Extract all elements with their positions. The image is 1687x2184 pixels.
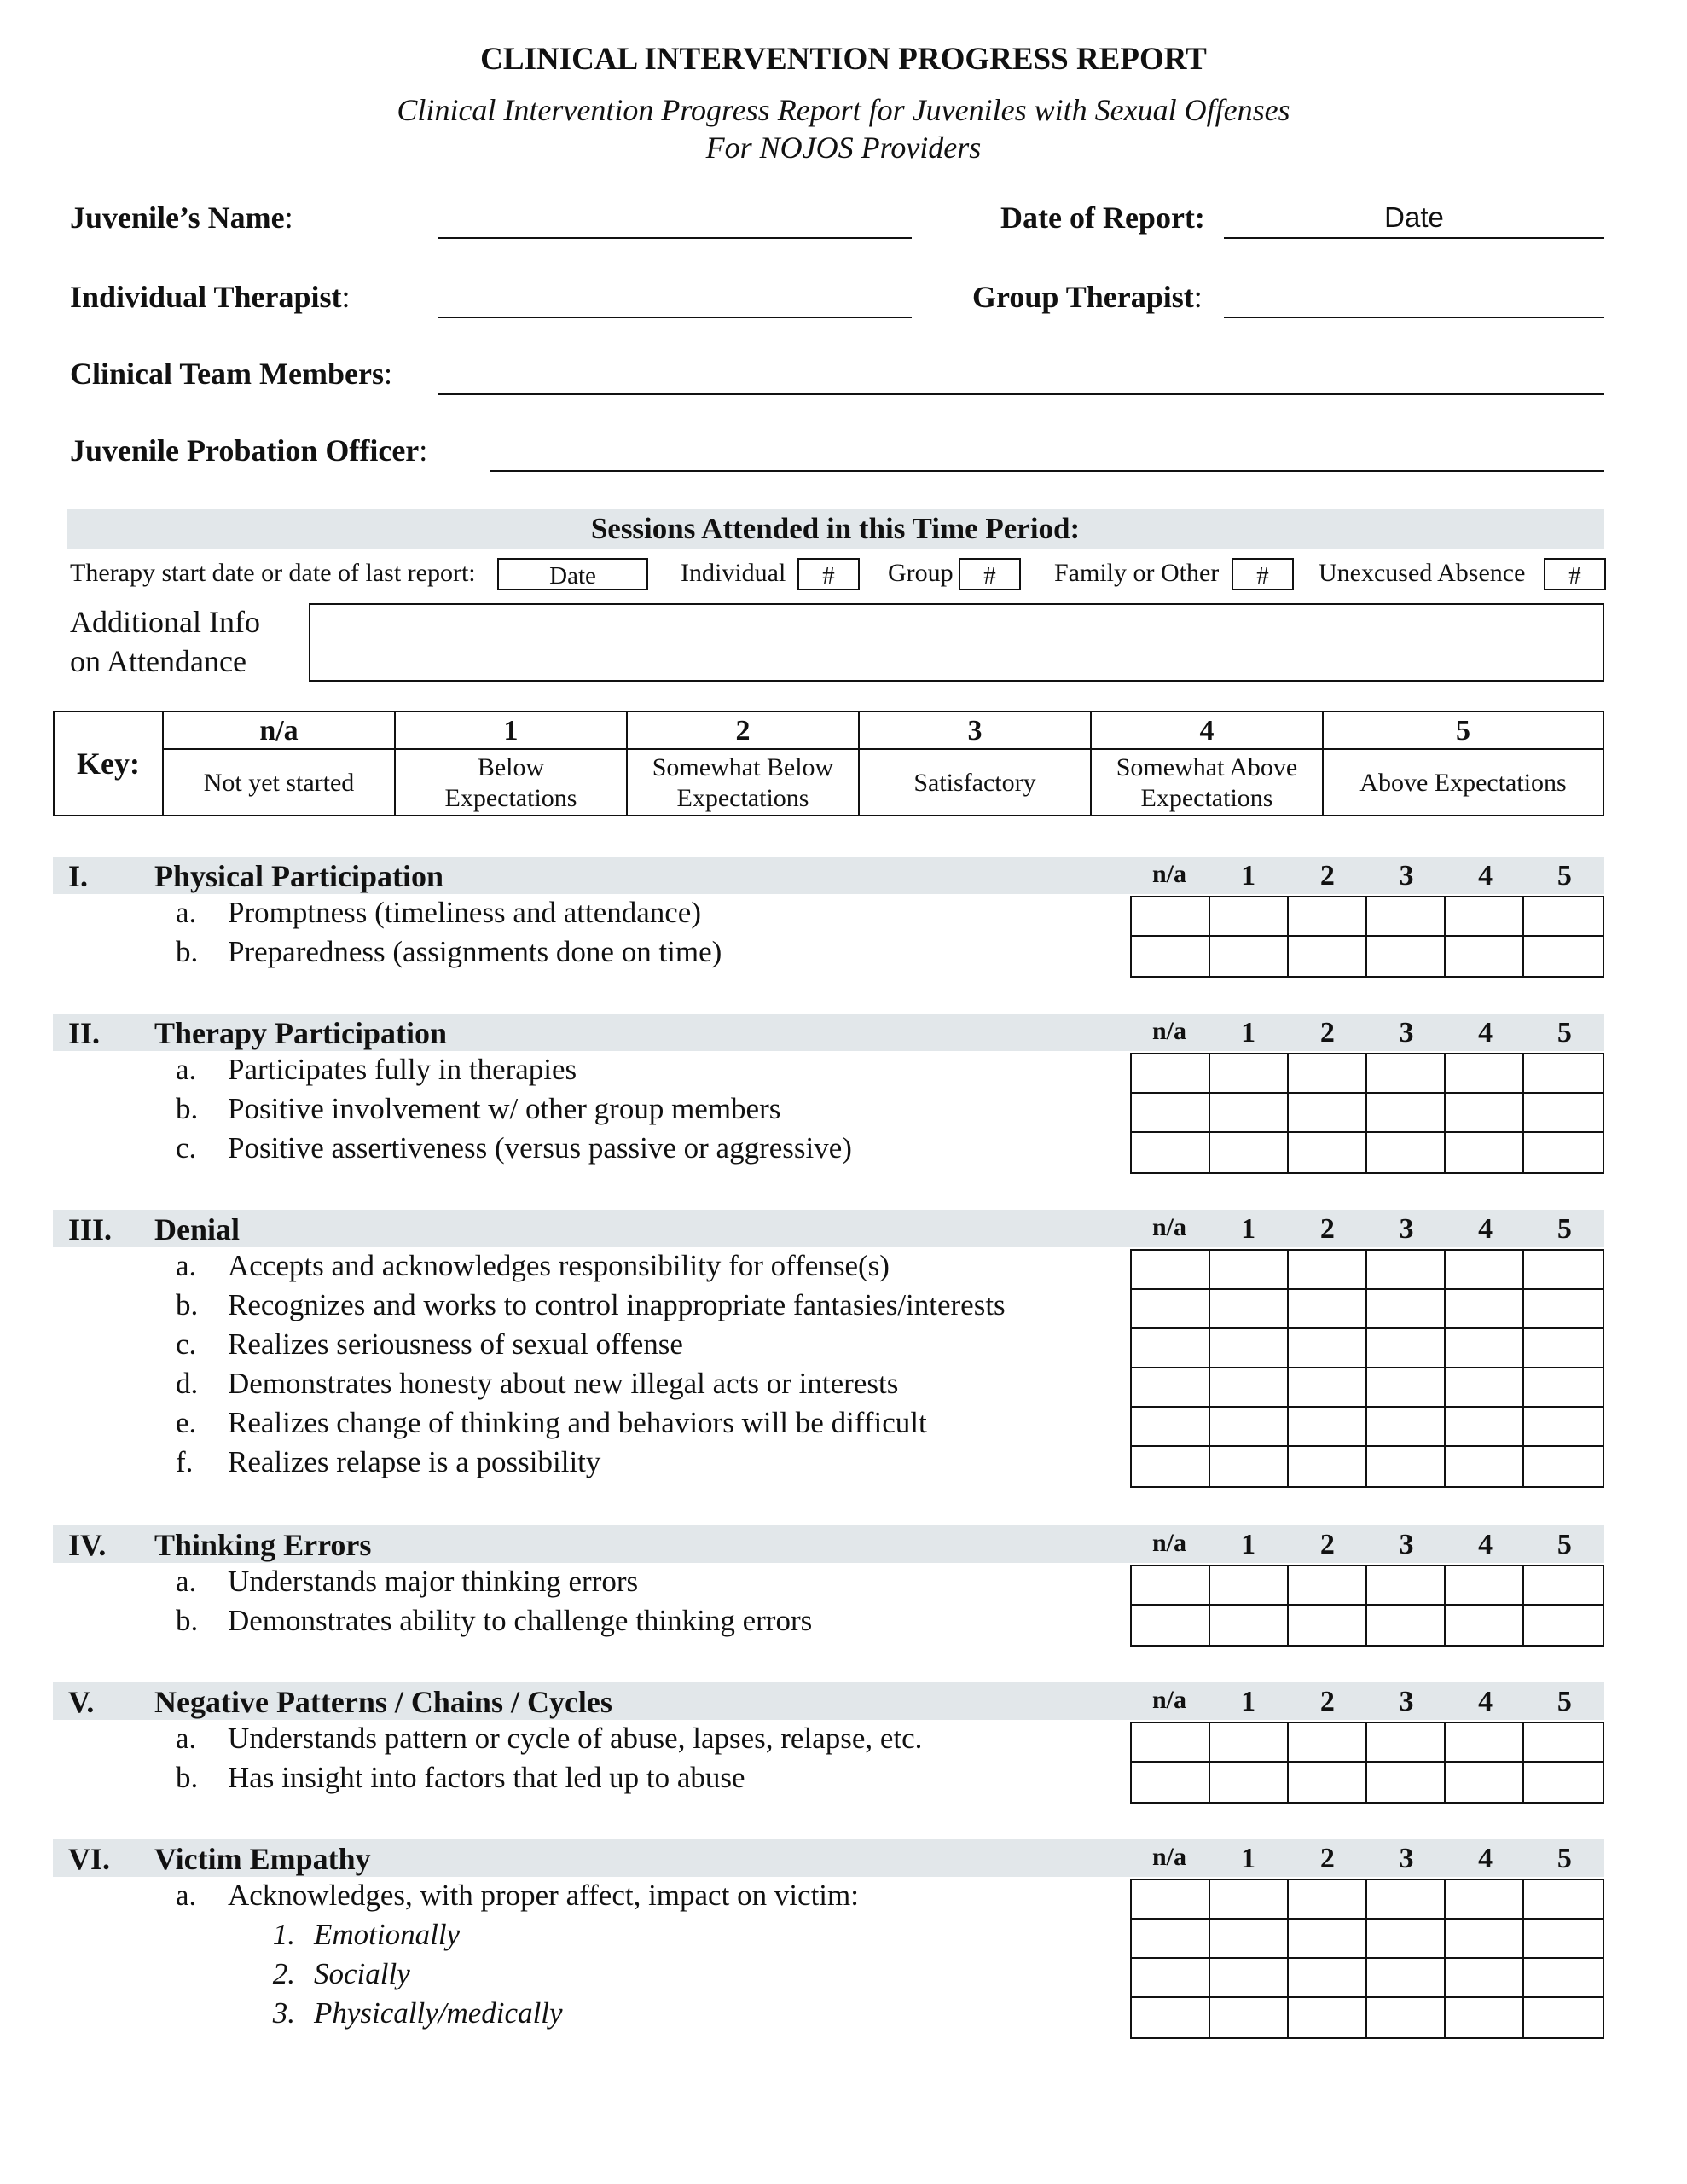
- scale-header: n/a: [1151, 860, 1187, 888]
- item-letter: b.: [176, 1604, 199, 1637]
- key-description-line: Expectations: [676, 784, 809, 812]
- scale-header: 4: [1478, 1843, 1493, 1874]
- rating-checkbox-cell[interactable]: [1446, 1998, 1524, 2037]
- rating-grid: [1130, 896, 1604, 978]
- scale-header: n/a: [1151, 1843, 1187, 1871]
- key-score-description: [162, 750, 394, 816]
- scale-header: 3: [1399, 860, 1414, 892]
- form-title: CLINICAL INTERVENTION PROGRESS REPORT: [480, 42, 1207, 77]
- item-letter: f.: [176, 1445, 194, 1478]
- individual-sessions-field[interactable]: #: [797, 558, 860, 590]
- rating-checkbox-cell[interactable]: [1289, 1998, 1367, 2037]
- item-label: Demonstrates honesty about new illegal acts or interests: [228, 1367, 899, 1400]
- juvenile-name-field[interactable]: [438, 237, 912, 239]
- date-of-report-label: Date of Report:: [1000, 200, 1205, 235]
- rating-checkbox-cell[interactable]: [1210, 1368, 1289, 1408]
- scale-header: 3: [1399, 1213, 1414, 1245]
- unexcused-absence-label: Unexcused Absence: [1319, 559, 1526, 587]
- item-letter: a.: [176, 1053, 197, 1086]
- scale-header: 1: [1241, 1017, 1256, 1048]
- scale-header: 4: [1478, 1017, 1493, 1048]
- rating-checkbox-cell[interactable]: [1524, 1920, 1603, 1959]
- rating-checkbox-cell[interactable]: [1132, 1880, 1210, 1920]
- rating-grid: [1130, 1722, 1604, 1804]
- rating-checkbox-cell[interactable]: [1210, 1606, 1289, 1645]
- scale-header: 1: [1241, 860, 1256, 892]
- rating-checkbox-cell[interactable]: [1446, 937, 1524, 976]
- rating-checkbox-cell[interactable]: [1132, 1998, 1210, 2037]
- item-label: Realizes change of thinking and behaviors will be difficult: [228, 1406, 927, 1439]
- section-title: Thinking Errors: [154, 1528, 372, 1562]
- rating-checkbox-cell[interactable]: [1367, 1368, 1446, 1408]
- key-description-line: Satisfactory: [913, 769, 1036, 797]
- item-letter: b.: [176, 1761, 199, 1794]
- rating-checkbox-cell[interactable]: [1524, 1251, 1603, 1290]
- rating-checkbox-cell[interactable]: [1367, 937, 1446, 976]
- key-label: Key:: [77, 746, 140, 781]
- rating-checkbox-cell[interactable]: [1524, 1094, 1603, 1133]
- scale-header: 4: [1478, 1213, 1493, 1245]
- rating-checkbox-cell[interactable]: [1210, 1290, 1289, 1329]
- item-label: Understands major thinking errors: [228, 1565, 639, 1598]
- rating-checkbox-cell[interactable]: [1132, 1329, 1210, 1368]
- rating-checkbox-cell[interactable]: [1446, 1329, 1524, 1368]
- rating-checkbox-cell[interactable]: [1367, 1133, 1446, 1172]
- rating-checkbox-cell[interactable]: [1210, 1094, 1289, 1133]
- rating-checkbox-cell[interactable]: [1289, 1251, 1367, 1290]
- item-letter: c.: [176, 1131, 197, 1165]
- scale-header: 3: [1399, 1017, 1414, 1048]
- scale-header: 2: [1319, 1529, 1335, 1560]
- scale-header: 2: [1319, 1213, 1335, 1245]
- rating-checkbox-cell[interactable]: [1446, 1920, 1524, 1959]
- item-letter: a.: [176, 896, 197, 929]
- rating-checkbox-cell[interactable]: [1367, 1920, 1446, 1959]
- date-of-report-placeholder[interactable]: Date: [1384, 201, 1444, 233]
- scale-header: 1: [1241, 1529, 1256, 1560]
- additional-info-field[interactable]: [309, 603, 1604, 682]
- key-score-header: n/a: [162, 712, 394, 750]
- rating-checkbox-cell[interactable]: [1524, 1290, 1603, 1329]
- rating-key-table: [53, 711, 1604, 816]
- rating-checkbox-cell[interactable]: [1132, 1920, 1210, 1959]
- section-number: VI.: [68, 1842, 111, 1876]
- rating-checkbox-cell[interactable]: [1446, 1251, 1524, 1290]
- rating-checkbox-cell[interactable]: [1524, 1723, 1603, 1763]
- rating-checkbox-cell[interactable]: [1367, 1763, 1446, 1802]
- section-number: I.: [68, 859, 89, 893]
- rating-checkbox-cell[interactable]: [1132, 1447, 1210, 1486]
- form-subtitle: Clinical Intervention Progress Report for Juveniles with Sexual Offenses: [397, 93, 1290, 127]
- key-score-header: 4: [1090, 712, 1322, 750]
- rating-checkbox-cell[interactable]: [1132, 1054, 1210, 1094]
- rating-checkbox-cell[interactable]: [1210, 1447, 1289, 1486]
- item-letter: b.: [176, 1288, 199, 1321]
- scale-header: 2: [1319, 1843, 1335, 1874]
- scale-header: 4: [1478, 1529, 1493, 1560]
- rating-checkbox-cell[interactable]: [1367, 1723, 1446, 1763]
- rating-checkbox-cell[interactable]: [1446, 1290, 1524, 1329]
- rating-checkbox-cell[interactable]: [1524, 897, 1603, 937]
- additional-info-label: Additional Info on Attendance: [70, 605, 260, 678]
- subitem-number: 3.: [272, 1996, 295, 2030]
- rating-checkbox-cell[interactable]: [1210, 937, 1289, 976]
- rating-checkbox-cell[interactable]: [1289, 1054, 1367, 1094]
- rating-grid: [1130, 1249, 1604, 1488]
- section-number: V.: [68, 1685, 95, 1719]
- rating-checkbox-cell[interactable]: [1524, 1447, 1603, 1486]
- key-score-header: 1: [394, 712, 626, 750]
- scale-header: 5: [1557, 1213, 1572, 1245]
- item-label: Demonstrates ability to challenge thinking errors: [228, 1604, 813, 1637]
- rating-checkbox-cell[interactable]: [1446, 897, 1524, 937]
- key-score-description: [1090, 750, 1322, 816]
- scale-header: 5: [1557, 1843, 1572, 1874]
- item-letter: e.: [176, 1406, 197, 1439]
- rating-checkbox-cell[interactable]: [1367, 1251, 1446, 1290]
- scale-header: 4: [1478, 1686, 1493, 1717]
- individual-sessions-label: Individual: [681, 559, 786, 587]
- key-description-line: Above Expectations: [1359, 769, 1567, 797]
- rating-checkbox-cell[interactable]: [1289, 1606, 1367, 1645]
- rating-checkbox-cell[interactable]: [1210, 1920, 1289, 1959]
- probation-officer-label: Juvenile Probation Officer:: [70, 433, 428, 468]
- rating-grid: [1130, 1565, 1604, 1647]
- rating-checkbox-cell[interactable]: [1132, 1763, 1210, 1802]
- rating-checkbox-cell[interactable]: [1367, 1606, 1446, 1645]
- rating-checkbox-cell[interactable]: [1289, 1133, 1367, 1172]
- key-score-header: 2: [626, 712, 858, 750]
- key-score-description: [1322, 750, 1603, 816]
- item-label: Realizes seriousness of sexual offense: [228, 1327, 683, 1361]
- rating-checkbox-cell[interactable]: [1524, 1606, 1603, 1645]
- rating-checkbox-cell[interactable]: [1524, 937, 1603, 976]
- rating-checkbox-cell[interactable]: [1367, 1447, 1446, 1486]
- rating-checkbox-cell[interactable]: [1289, 1880, 1367, 1920]
- rating-checkbox-cell[interactable]: [1210, 1998, 1289, 2037]
- scale-header: n/a: [1151, 1686, 1187, 1714]
- rating-checkbox-cell[interactable]: [1524, 1566, 1603, 1606]
- item-letter: b.: [176, 935, 199, 968]
- rating-checkbox-cell[interactable]: [1289, 1094, 1367, 1133]
- form-subtitle-provider: For NOJOS Providers: [705, 131, 982, 165]
- rating-checkbox-cell[interactable]: [1367, 1998, 1446, 2037]
- key-description-line: Expectations: [1140, 784, 1273, 812]
- key-description-line: Below: [477, 753, 545, 781]
- rating-checkbox-cell[interactable]: [1289, 1959, 1367, 1998]
- rating-checkbox-cell[interactable]: [1367, 1880, 1446, 1920]
- rating-checkbox-cell[interactable]: [1446, 1763, 1524, 1802]
- scale-header: 2: [1319, 860, 1335, 892]
- scale-header: 5: [1557, 860, 1572, 892]
- rating-checkbox-cell[interactable]: [1289, 1763, 1367, 1802]
- rating-checkbox-cell[interactable]: [1289, 1920, 1367, 1959]
- key-score-description: [626, 750, 858, 816]
- rating-checkbox-cell[interactable]: [1446, 1054, 1524, 1094]
- clinical-team-label: Clinical Team Members:: [70, 357, 392, 391]
- rating-checkbox-cell[interactable]: [1446, 1133, 1524, 1172]
- item-label: Has insight into factors that led up to abuse: [228, 1761, 745, 1794]
- rating-checkbox-cell[interactable]: [1132, 937, 1210, 976]
- section-title: Physical Participation: [154, 859, 443, 893]
- rating-checkbox-cell[interactable]: [1289, 1329, 1367, 1368]
- key-description-line: Somewhat Below: [652, 753, 834, 781]
- rating-checkbox-cell[interactable]: [1132, 1723, 1210, 1763]
- rating-checkbox-cell[interactable]: [1446, 1959, 1524, 1998]
- rating-checkbox-cell[interactable]: [1446, 1368, 1524, 1408]
- sessions-title: Sessions Attended in this Time Period:: [590, 512, 1081, 545]
- key-score-header: 5: [1322, 712, 1603, 750]
- rating-checkbox-cell[interactable]: [1210, 1329, 1289, 1368]
- start-date-field[interactable]: Date: [497, 558, 648, 590]
- rating-checkbox-cell[interactable]: [1132, 897, 1210, 937]
- rating-checkbox-cell[interactable]: [1446, 1723, 1524, 1763]
- scale-header: n/a: [1151, 1017, 1187, 1045]
- scale-header: n/a: [1151, 1529, 1187, 1557]
- rating-checkbox-cell[interactable]: [1132, 1251, 1210, 1290]
- scale-header: n/a: [1151, 1213, 1187, 1241]
- group-therapist-label: Group Therapist:: [972, 280, 1203, 314]
- rating-checkbox-cell[interactable]: [1367, 897, 1446, 937]
- probation-officer-field[interactable]: [490, 470, 1604, 472]
- rating-checkbox-cell[interactable]: [1210, 1054, 1289, 1094]
- item-label: Acknowledges, with proper affect, impact on victim:: [228, 1879, 859, 1912]
- rating-checkbox-cell[interactable]: [1367, 1054, 1446, 1094]
- rating-grid: [1130, 1879, 1604, 2039]
- rating-checkbox-cell[interactable]: [1446, 1094, 1524, 1133]
- rating-checkbox-cell[interactable]: [1132, 1094, 1210, 1133]
- rating-checkbox-cell[interactable]: [1367, 1094, 1446, 1133]
- scale-header: 2: [1319, 1017, 1335, 1048]
- subitem-number: 2.: [272, 1957, 295, 1990]
- rating-checkbox-cell[interactable]: [1446, 1566, 1524, 1606]
- item-label: Accepts and acknowledges responsibility for offense(s): [228, 1249, 890, 1282]
- scale-header: 3: [1399, 1529, 1414, 1560]
- key-score-description: [394, 750, 626, 816]
- item-letter: a.: [176, 1565, 197, 1598]
- rating-checkbox-cell[interactable]: [1210, 1408, 1289, 1447]
- rating-checkbox-cell[interactable]: [1289, 1290, 1367, 1329]
- scale-header: 1: [1241, 1686, 1256, 1717]
- rating-checkbox-cell[interactable]: [1446, 1606, 1524, 1645]
- rating-checkbox-cell[interactable]: [1210, 1133, 1289, 1172]
- section-number: IV.: [68, 1528, 107, 1562]
- rating-checkbox-cell[interactable]: [1367, 1959, 1446, 1998]
- rating-checkbox-cell[interactable]: [1132, 1133, 1210, 1172]
- date-of-report-field[interactable]: [1224, 237, 1604, 239]
- rating-checkbox-cell[interactable]: [1210, 1880, 1289, 1920]
- rating-checkbox-cell[interactable]: [1524, 1329, 1603, 1368]
- rating-checkbox-cell[interactable]: [1210, 1566, 1289, 1606]
- scale-header: 2: [1319, 1686, 1335, 1717]
- subitem-label: Emotionally: [314, 1918, 461, 1951]
- item-letter: a.: [176, 1722, 197, 1755]
- scale-header: 4: [1478, 860, 1493, 892]
- key-score-description: [858, 750, 1090, 816]
- item-label: Preparedness (assignments done on time): [228, 935, 722, 968]
- section-title: Negative Patterns / Chains / Cycles: [154, 1685, 612, 1719]
- section-title: Therapy Participation: [154, 1016, 447, 1050]
- rating-checkbox-cell[interactable]: [1132, 1606, 1210, 1645]
- rating-checkbox-cell[interactable]: [1524, 1133, 1603, 1172]
- item-label: Positive involvement w/ other group members: [228, 1092, 781, 1125]
- rating-checkbox-cell[interactable]: [1367, 1408, 1446, 1447]
- rating-checkbox-cell[interactable]: [1132, 1959, 1210, 1998]
- group-sessions-label: Group: [888, 559, 954, 587]
- rating-checkbox-cell[interactable]: [1210, 1959, 1289, 1998]
- rating-checkbox-cell[interactable]: [1132, 1566, 1210, 1606]
- scale-header: 1: [1241, 1843, 1256, 1874]
- rating-checkbox-cell[interactable]: [1289, 1368, 1367, 1408]
- section-number: III.: [68, 1212, 113, 1246]
- subitem-label: Socially: [314, 1957, 410, 1990]
- rating-checkbox-cell[interactable]: [1446, 1447, 1524, 1486]
- rating-checkbox-cell[interactable]: [1524, 1880, 1603, 1920]
- scale-header: 5: [1557, 1017, 1572, 1048]
- item-label: Realizes relapse is a possibility: [228, 1445, 601, 1478]
- rating-checkbox-cell[interactable]: [1289, 1408, 1367, 1447]
- individual-therapist-label: Individual Therapist:: [70, 280, 351, 314]
- item-letter: d.: [176, 1367, 199, 1400]
- rating-checkbox-cell[interactable]: [1210, 1251, 1289, 1290]
- rating-checkbox-cell[interactable]: [1367, 1566, 1446, 1606]
- key-description-line: Not yet started: [203, 769, 355, 797]
- rating-checkbox-cell[interactable]: [1210, 1763, 1289, 1802]
- item-label: Understands pattern or cycle of abuse, lapses, relapse, etc.: [228, 1722, 923, 1755]
- subitem-number: 1.: [272, 1918, 295, 1951]
- rating-checkbox-cell[interactable]: [1446, 1408, 1524, 1447]
- rating-checkbox-cell[interactable]: [1210, 1723, 1289, 1763]
- rating-checkbox-cell[interactable]: [1289, 1566, 1367, 1606]
- rating-grid: [1130, 1053, 1604, 1174]
- section-number: II.: [68, 1016, 101, 1050]
- key-description-line: Expectations: [444, 784, 577, 812]
- item-label: Promptness (timeliness and attendance): [228, 896, 701, 929]
- scale-header: 1: [1241, 1213, 1256, 1245]
- juvenile-name-label: Juvenile’s Name:: [70, 200, 293, 235]
- scale-header: 5: [1557, 1529, 1572, 1560]
- rating-checkbox-cell[interactable]: [1524, 1368, 1603, 1408]
- section-title: Denial: [154, 1212, 241, 1246]
- key-description-line: Somewhat Above: [1116, 753, 1298, 781]
- item-label: Participates fully in therapies: [228, 1053, 577, 1086]
- rating-checkbox-cell[interactable]: [1132, 1290, 1210, 1329]
- scale-header: 3: [1399, 1843, 1414, 1874]
- family-sessions-label: Family or Other: [1054, 559, 1220, 587]
- rating-checkbox-cell[interactable]: [1289, 937, 1367, 976]
- item-letter: a.: [176, 1249, 197, 1282]
- unexcused-absence-field[interactable]: #: [1544, 558, 1606, 590]
- group-therapist-field[interactable]: [1224, 317, 1604, 318]
- scale-header: 3: [1399, 1686, 1414, 1717]
- start-date-label: Therapy start date or date of last report:: [70, 559, 476, 587]
- item-letter: a.: [176, 1879, 197, 1912]
- key-score-header: 3: [858, 712, 1090, 750]
- rating-checkbox-cell[interactable]: [1289, 1447, 1367, 1486]
- rating-checkbox-cell[interactable]: [1524, 1959, 1603, 1998]
- rating-checkbox-cell[interactable]: [1289, 1723, 1367, 1763]
- section-title: Victim Empathy: [154, 1842, 371, 1876]
- clinical-team-field[interactable]: [438, 393, 1604, 395]
- rating-checkbox-cell[interactable]: [1524, 1408, 1603, 1447]
- item-letter: c.: [176, 1327, 197, 1361]
- rating-checkbox-cell[interactable]: [1524, 1763, 1603, 1802]
- individual-therapist-field[interactable]: [438, 317, 912, 318]
- subitem-label: Physically/medically: [314, 1996, 563, 2030]
- item-label: Recognizes and works to control inappropriate fantasies/interests: [228, 1288, 1006, 1321]
- scale-header: 5: [1557, 1686, 1572, 1717]
- rating-checkbox-cell[interactable]: [1132, 1408, 1210, 1447]
- rating-checkbox-cell[interactable]: [1524, 1054, 1603, 1094]
- rating-checkbox-cell[interactable]: [1210, 897, 1289, 937]
- rating-checkbox-cell[interactable]: [1132, 1368, 1210, 1408]
- item-letter: b.: [176, 1092, 199, 1125]
- family-sessions-field[interactable]: #: [1232, 558, 1294, 590]
- rating-checkbox-cell[interactable]: [1367, 1329, 1446, 1368]
- rating-checkbox-cell[interactable]: [1367, 1290, 1446, 1329]
- group-sessions-field[interactable]: #: [959, 558, 1021, 590]
- item-label: Positive assertiveness (versus passive or aggressive): [228, 1131, 852, 1165]
- rating-checkbox-cell[interactable]: [1289, 897, 1367, 937]
- rating-checkbox-cell[interactable]: [1446, 1880, 1524, 1920]
- rating-checkbox-cell[interactable]: [1524, 1998, 1603, 2037]
